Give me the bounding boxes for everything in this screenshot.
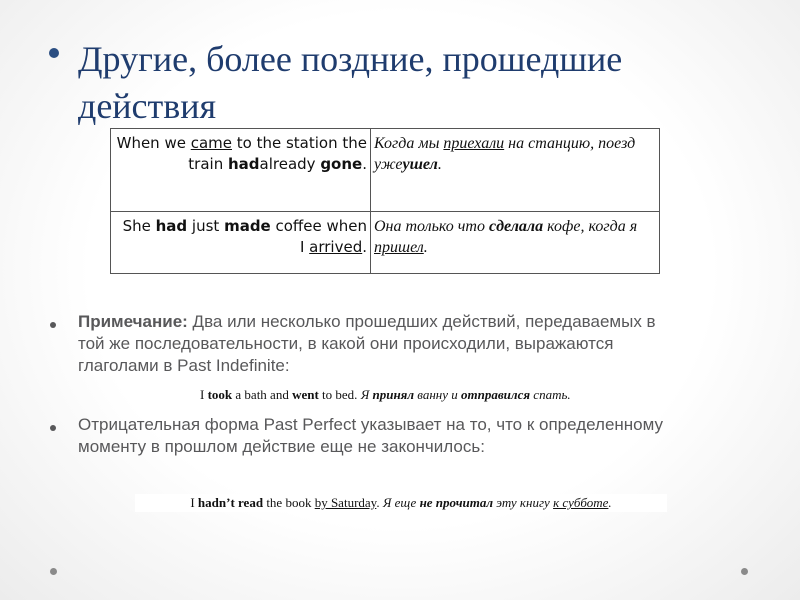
russian-cell: Она только что сделала кофе, когда я пришел. bbox=[371, 212, 660, 274]
title-bullet bbox=[49, 48, 59, 58]
english-cell: When we came to the station the train hadalready gone. bbox=[111, 129, 371, 212]
slide-title: Другие, более поздние, прошедшие действия bbox=[78, 39, 623, 126]
bullet-dot bbox=[50, 425, 56, 431]
negative-form-paragraph: Отрицательная форма Past Perfect указывает на то, что к определенному моменту в прошлом действие еще не закончилось: bbox=[78, 415, 664, 456]
example-sentence: I took a bath and went to bed. Я принял ванну и отправился спать. bbox=[200, 387, 571, 402]
examples-table bbox=[110, 128, 660, 274]
note-label: Примечание: bbox=[78, 312, 188, 331]
note-paragraph: Примечание: Два или несколько прошедших действий, передаваемых в той же последовательности, в какой они происходили, выражаются глаголами в Past Indefinite: bbox=[78, 312, 656, 375]
russian-cell: Когда мы приехали на станцию, поезд ужеушел. bbox=[371, 129, 660, 212]
decorative-dot-right bbox=[741, 568, 748, 575]
english-cell: She had just made coffee when I arrived. bbox=[111, 212, 371, 274]
decorative-dot-left bbox=[50, 568, 57, 575]
example-sentence: I hadn’t read the book by Saturday. Я еще не прочитал эту книгу к субботе. bbox=[135, 494, 667, 512]
table-row bbox=[111, 129, 660, 212]
bullet-dot bbox=[50, 322, 56, 328]
table-row bbox=[111, 212, 660, 274]
